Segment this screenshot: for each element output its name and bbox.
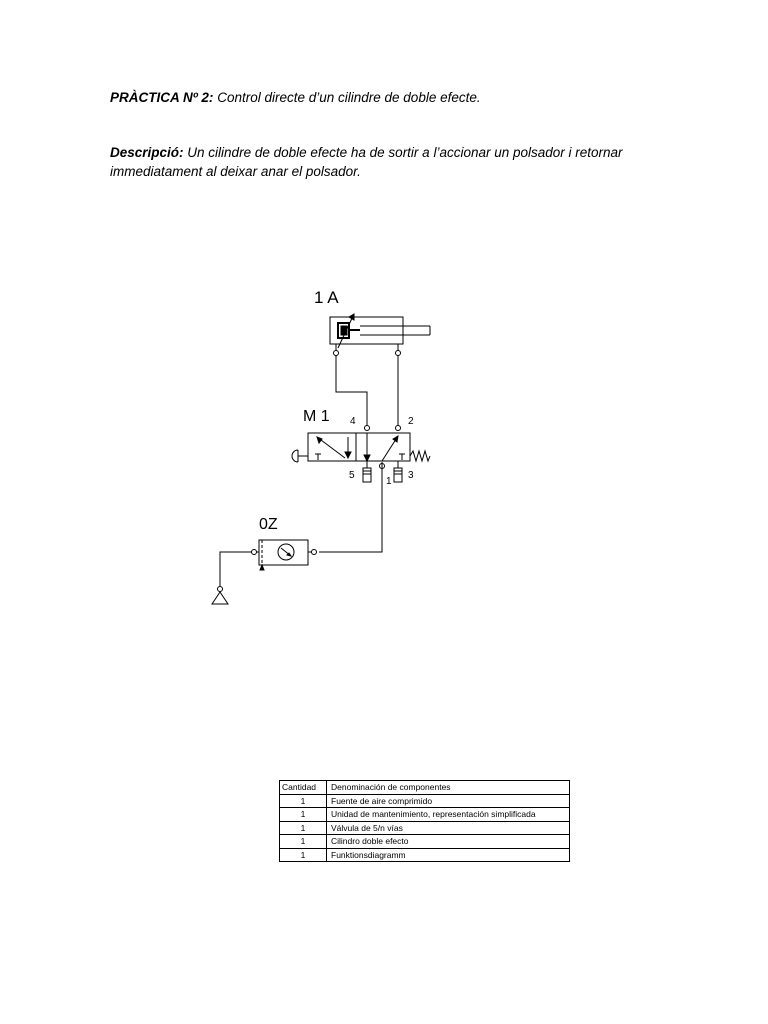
table-row — [280, 821, 570, 835]
header-component-name: Denominación de componentes — [327, 781, 570, 795]
components-table — [279, 780, 570, 862]
table-header-row — [280, 781, 570, 795]
cell-quantity: 1 — [280, 848, 327, 862]
description-label: Descripció: — [110, 145, 184, 160]
port-3-label: 3 — [408, 470, 414, 481]
description-text: Un cilindre de doble efecte ha de sortir a l’accionar un polsador i retornar immediatament al deixar anar el polsador. — [110, 145, 623, 179]
double-acting-cylinder — [330, 314, 430, 356]
cell-component: Unidad de mantenimiento, representación simplificada — [327, 808, 570, 822]
port-4-label: 4 — [350, 416, 356, 427]
cell-quantity: 1 — [280, 808, 327, 822]
port-5-label: 5 — [349, 470, 355, 481]
directional-valve-5-2 — [292, 426, 430, 463]
cell-component: Cilindro doble efecto — [327, 835, 570, 849]
service-unit — [252, 540, 317, 570]
cell-quantity: 1 — [280, 835, 327, 849]
table-row — [280, 808, 570, 822]
unit-label: 0Z — [259, 516, 278, 533]
cylinder-label: 1 A — [314, 288, 339, 307]
compressed-air-source — [212, 552, 252, 604]
table-row — [280, 835, 570, 849]
cell-quantity: 1 — [280, 821, 327, 835]
port-2-label: 2 — [408, 416, 414, 427]
cell-component: Funktionsdiagramm — [327, 848, 570, 862]
cell-component: Fuente de aire comprimido — [327, 794, 570, 808]
table-row — [280, 794, 570, 808]
title-text: Control directe d’un cilindre de doble efecte. — [217, 90, 481, 105]
title-label: PRÀCTICA Nº 2: — [110, 90, 214, 105]
valve-label: M 1 — [303, 408, 330, 425]
cell-component: Válvula de 5/n vías — [327, 821, 570, 835]
table-row — [280, 848, 570, 862]
port-1-label: 1 — [386, 476, 392, 487]
cell-quantity: 1 — [280, 794, 327, 808]
header-quantity: Cantidad — [280, 781, 327, 795]
